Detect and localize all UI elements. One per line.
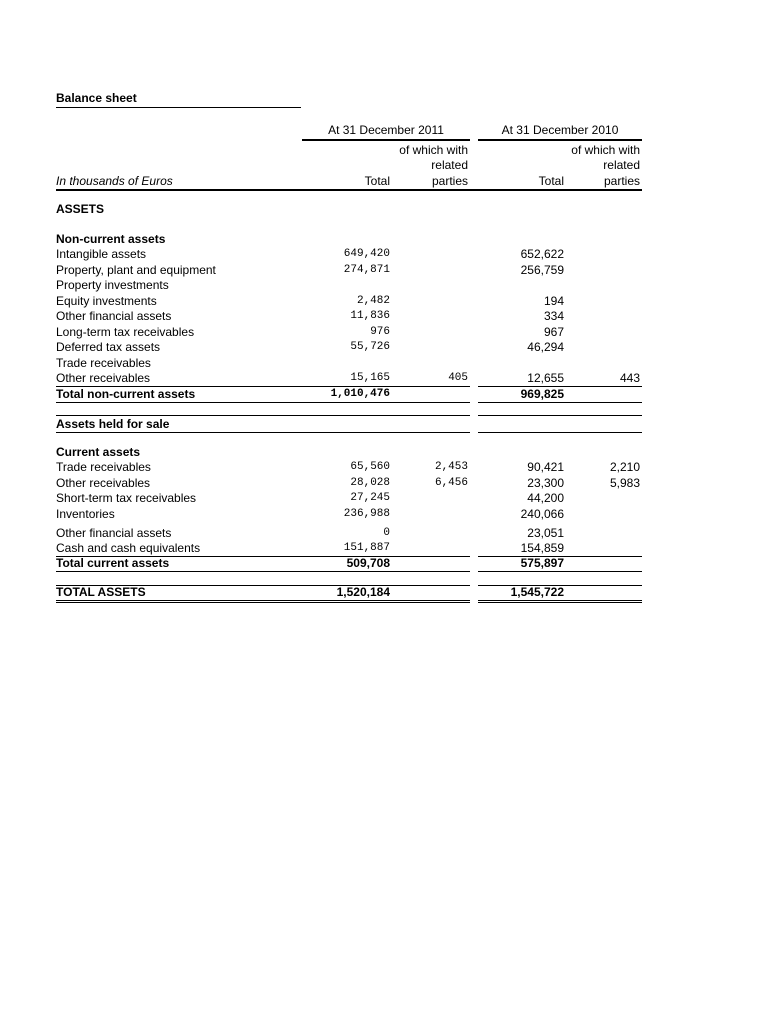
related-value-2011: 2,453 (434, 461, 468, 473)
total-assets-double-rule-left (56, 600, 470, 603)
row-label: Property investments (56, 278, 169, 292)
assets-heading: ASSETS (56, 202, 105, 216)
value-2011: 65,560 (350, 461, 390, 473)
related-value-2011: 6,456 (434, 477, 468, 489)
period-2010-rule (478, 139, 642, 141)
total-non-current-bottom-left (56, 402, 470, 403)
value-2010: 12,655 (527, 371, 564, 385)
value-2011: 976 (370, 326, 390, 338)
row-label: Other financial assets (56, 309, 172, 323)
value-2011: 2,482 (356, 295, 390, 307)
value-2010: 154,859 (520, 541, 564, 555)
value-2011: 27,245 (350, 492, 390, 504)
related-2011-line2: related (431, 158, 468, 172)
title-underline (56, 107, 301, 108)
related-value-2010: 2,210 (609, 460, 640, 474)
non-current-heading: Non-current assets (56, 232, 166, 246)
period-2010-header: At 31 December 2010 (501, 123, 619, 137)
total-current-bottom-left (56, 571, 470, 572)
row-label: Other receivables (56, 476, 151, 490)
related-value-2011: 405 (448, 372, 468, 384)
row-label: Cash and cash equivalents (56, 541, 201, 555)
total-non-current-label: Total non-current assets (56, 387, 196, 401)
total-2010-header: Total (538, 174, 564, 188)
total-assets-2011: 1,520,184 (336, 585, 390, 599)
row-label: Intangible assets (56, 247, 147, 261)
row-label: Other financial assets (56, 526, 172, 540)
related-2010-line2: related (603, 158, 640, 172)
units-label: In thousands of Euros (56, 174, 173, 188)
row-label: Long-term tax receivables (56, 325, 195, 339)
total-non-current-2010: 969,825 (520, 387, 564, 401)
total-assets-2010: 1,545,722 (510, 585, 564, 599)
value-2010: 90,421 (527, 460, 564, 474)
value-2011: 55,726 (350, 341, 390, 353)
total-non-current-2011: 1,010,476 (330, 388, 390, 400)
value-2010: 44,200 (527, 491, 564, 505)
value-2010: 23,051 (527, 526, 564, 540)
row-label: Inventories (56, 507, 115, 521)
total-2011-header: Total (364, 174, 390, 188)
value-2011: 15,165 (350, 372, 390, 384)
value-2010: 23,300 (527, 476, 564, 490)
value-2010: 967 (543, 325, 564, 339)
total-assets-double-rule-right (478, 600, 642, 603)
related-2011-line1: of which with (399, 143, 468, 157)
held-for-sale-label: Assets held for sale (56, 417, 170, 431)
row-label: Other receivables (56, 371, 151, 385)
row-label: Trade receivables (56, 356, 151, 370)
total-current-2011: 509,708 (346, 556, 390, 570)
value-2011: 649,420 (343, 248, 390, 260)
period-2011-rule (302, 139, 470, 141)
row-label: Equity investments (56, 294, 157, 308)
value-2010: 334 (543, 309, 564, 323)
value-2011: 11,836 (350, 310, 390, 322)
total-assets-label: TOTAL ASSETS (56, 585, 146, 599)
value-2011: 151,887 (343, 542, 390, 554)
value-2010: 194 (543, 294, 564, 308)
value-2010: 46,294 (527, 340, 564, 354)
held-for-sale-rule-top-right (478, 415, 642, 416)
related-value-2010: 443 (619, 371, 640, 385)
header-rule (56, 189, 642, 191)
related-value-2010: 5,983 (609, 476, 640, 490)
row-label: Short-term tax receivables (56, 491, 197, 505)
row-label: Property, plant and equipment (56, 263, 216, 277)
page-title: Balance sheet (56, 91, 137, 105)
row-label: Trade receivables (56, 460, 151, 474)
value-2011: 274,871 (343, 264, 390, 276)
held-for-sale-rule-bottom-left (56, 432, 470, 433)
value-2011: 0 (383, 527, 390, 539)
total-current-2010: 575,897 (520, 556, 564, 570)
held-for-sale-rule-bottom-right (478, 432, 642, 433)
total-current-label: Total current assets (56, 556, 170, 570)
current-heading: Current assets (56, 445, 141, 459)
value-2011: 236,988 (343, 508, 390, 520)
related-2011-line3: parties (431, 174, 468, 188)
value-2010: 256,759 (520, 263, 564, 277)
value-2010: 652,622 (520, 247, 564, 261)
total-non-current-bottom-right (478, 402, 642, 403)
period-2011-header: At 31 December 2011 (328, 123, 444, 137)
value-2011: 28,028 (350, 477, 390, 489)
value-2010: 240,066 (520, 507, 564, 521)
total-current-bottom-right (478, 571, 642, 572)
related-2010-line1: of which with (571, 143, 640, 157)
row-label: Deferred tax assets (56, 340, 161, 354)
related-2010-line3: parties (603, 174, 640, 188)
held-for-sale-rule-top-left (56, 415, 470, 416)
